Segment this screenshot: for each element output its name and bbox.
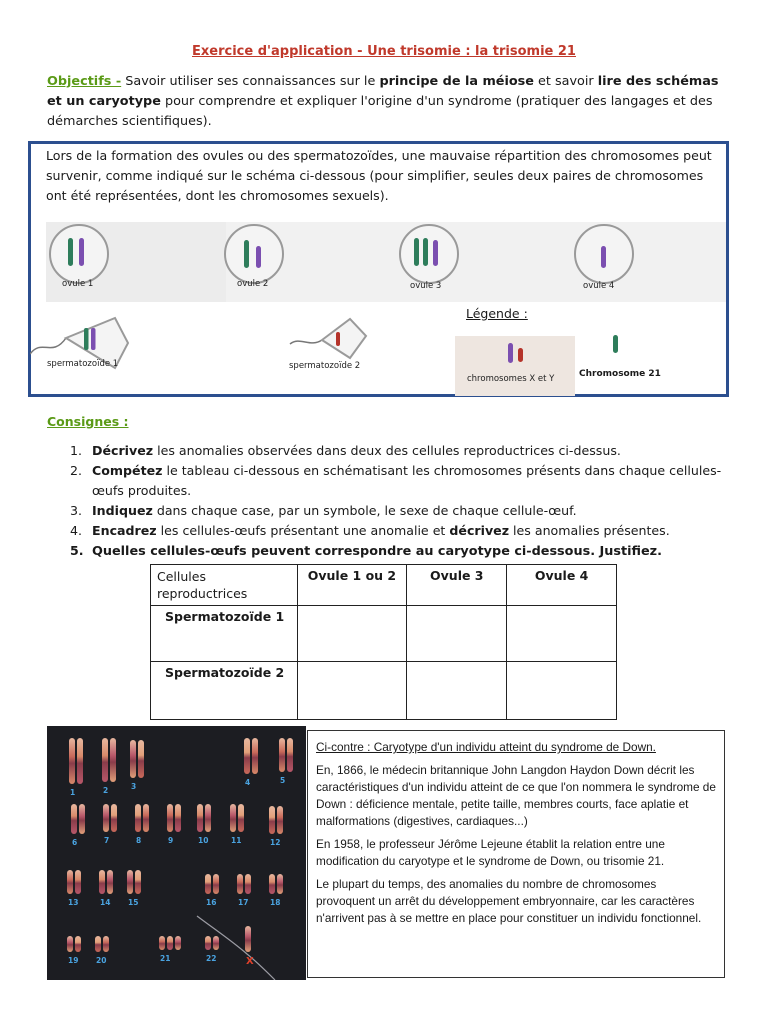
karyotype-number-label: 8 (136, 836, 142, 845)
consigne-item-2: 2. Compétez le tableau ci-dessous en schématisant les chromosomes présents dans chaque cellules-œufs produites. (70, 463, 722, 498)
karyotype-number-label: 21 (160, 954, 171, 963)
chromosome-7-copy-1 (103, 804, 109, 832)
objectifs-label: Objectifs - (47, 74, 122, 89)
chromosome-22-copy-2 (213, 936, 219, 950)
textbox-paragraph-1: En, 1866, le médecin britannique John Langdon Haydon Down décrit les caractéristiques d'un individu atteint de ce que l'on nommera le syndrome de Down : déficience mentale, petite taille, membres courts, face aplatie et malformations (digestives, cardiaques...) (316, 763, 716, 828)
ovule-2-label: ovule 2 (237, 279, 269, 289)
karyotype-number-label: 4 (245, 778, 251, 787)
chromosome-17-copy-1 (237, 874, 243, 894)
objectifs-paragraph (47, 72, 727, 132)
intro-text: Lors de la formation des ovules ou des spermatozoïdes, une mauvaise répartition des chromosomes peut survenir, comme indiqué sur le schéma ci-dessous (pour simplifier, seules deux paires de chromosomes ont été représentées, dont les chromosomes sexuels). (46, 148, 712, 203)
chromosome-1-copy-1 (69, 738, 75, 784)
table-col-header: Ovule 1 ou 2 (297, 565, 407, 606)
table-cell[interactable] (297, 606, 407, 662)
textbox-paragraph-2: En 1958, le professeur Jérôme Lejeune établit la relation entre une modification du caryotype et le syndrome de Down, ou trisomie 21. (316, 837, 665, 868)
chromosome-21-copy-1 (159, 936, 165, 950)
consignes-list (70, 441, 730, 562)
chromosome-7-copy-2 (111, 804, 117, 832)
ovule-4 (575, 225, 633, 283)
chromosome-19-copy-2 (75, 936, 81, 952)
table-cell[interactable] (507, 606, 617, 662)
karyotype-number-label: 5 (280, 776, 286, 785)
schema-diagram (30, 218, 730, 393)
karyotype-number-label: 22 (206, 954, 217, 963)
table-cell[interactable] (507, 662, 617, 720)
karyotype-number-label: 3 (131, 782, 137, 791)
legend-title: Légende : (466, 306, 528, 321)
chromosome-10-copy-2 (205, 804, 211, 832)
ovule-1 (50, 225, 108, 283)
chromosome-12-copy-2 (277, 806, 283, 834)
consigne-item-4: 4. Encadrez les cellules-œufs présentant une anomalie et décrivez les anomalies présentes. (70, 523, 670, 538)
page-title: Exercice d'application - Une trisomie : la trisomie 21 (192, 44, 576, 59)
chromosome-16-copy-2 (213, 874, 219, 894)
chromosome-5-copy-1 (279, 738, 285, 772)
answer-table (150, 564, 617, 720)
chromosome-13-copy-1 (67, 870, 73, 894)
karyotype-number-label: 9 (168, 836, 174, 845)
chromosome-9-copy-1 (167, 804, 173, 832)
textbox-heading: Ci-contre : Caryotype d'un individu atteint du syndrome de Down. (316, 740, 656, 754)
ovule-2 (225, 225, 283, 283)
chromosome-11-copy-2 (238, 804, 244, 832)
chromosome-14-copy-2 (107, 870, 113, 894)
chromosome-3-copy-2 (138, 740, 144, 778)
down-syndrome-textbox (307, 730, 725, 978)
table-corner: Cellules reproductrices (151, 565, 298, 606)
ovule-4-label: ovule 4 (583, 281, 615, 291)
ovule-3 (400, 225, 458, 283)
karyotype-number-label: 20 (96, 956, 107, 965)
spermatozoide-1-label: spermatozoïde 1 (47, 359, 119, 369)
chromosome-13-copy-2 (75, 870, 81, 894)
chromosome-1-copy-2 (77, 738, 83, 784)
karyotype-number-label: 15 (128, 898, 139, 907)
legend-xy-icon (455, 336, 575, 396)
chromosome-8-copy-2 (143, 804, 149, 832)
chromosome-15-copy-1 (127, 870, 133, 894)
legend-21-label: Chromosome 21 (579, 369, 661, 379)
table-row-header: Spermatozoïde 2 (151, 662, 298, 720)
consigne-item-5: 5. Quelles cellules-œufs peuvent correspondre au caryotype ci-dessous. Justifiez. (70, 543, 662, 559)
table-cell[interactable] (297, 662, 407, 720)
table-row-header: Spermatozoïde 1 (151, 606, 298, 662)
chromosome-9-copy-2 (175, 804, 181, 832)
objectifs-text-2: et savoir (533, 74, 598, 89)
karyotype-number-label: 18 (270, 898, 281, 907)
textbox-paragraph-3: Le plupart du temps, des anomalies du nombre de chromosomes provoquent un arrêt du développement embryonnaire, car les caractères n'arrivent pas à se mettre en place pour constituer un individu fonctionnel. (316, 877, 702, 925)
chromosome-15-copy-2 (135, 870, 141, 894)
objectifs-bold-2: lire des schémas et un caryotype (47, 74, 719, 109)
objectifs-text-1: Savoir utiliser ses connaissances sur le (121, 74, 380, 89)
chromosome-22-copy-1 (205, 936, 211, 950)
karyotype-number-label: 16 (206, 898, 217, 907)
chromosome-4-copy-2 (252, 738, 258, 774)
legend-chromosome-21-swatch (613, 335, 618, 353)
chromosome-20-copy-2 (103, 936, 109, 952)
karyotype-number-label: 2 (103, 786, 109, 795)
consignes-heading: Consignes : (47, 414, 129, 429)
chromosome-6-copy-1 (71, 804, 77, 834)
karyotype-number-label: 14 (100, 898, 111, 907)
chromosome-6-copy-2 (79, 804, 85, 834)
chromosome-17-copy-2 (245, 874, 251, 894)
ovule-1-label: ovule 1 (62, 279, 94, 289)
chromosome-21-copy-2 (167, 936, 173, 950)
objectifs-bold-1: principe de la méiose (379, 74, 534, 89)
chromosome-12-copy-1 (269, 806, 275, 834)
karyotype-number-label: 12 (270, 838, 281, 847)
table-cell[interactable] (407, 662, 507, 720)
chromosome-16-copy-1 (205, 874, 211, 894)
karyotype-number-label: 7 (104, 836, 110, 845)
table-col-header: Ovule 4 (507, 565, 617, 606)
ovule-3-label: ovule 3 (410, 281, 442, 291)
karyotype-number-label: 13 (68, 898, 79, 907)
chromosome-21-copy-3 (175, 936, 181, 950)
karyotype-number-label: 17 (238, 898, 249, 907)
legend-xy-box (455, 336, 575, 396)
objectifs-text-3: pour comprendre et expliquer l'origine d'un syndrome (pratiquer des langages et des démarches scientifiques). (47, 94, 713, 129)
karyotype-number-label: 11 (231, 836, 242, 845)
chromosome-18-copy-1 (269, 874, 275, 894)
consigne-item-1: 1. Décrivez les anomalies observées dans deux des cellules reproductrices ci-dessus. (70, 443, 621, 458)
table-col-header: Ovule 3 (407, 565, 507, 606)
consigne-item-3: 3. Indiquez dans chaque case, par un symbole, le sexe de chaque cellule-œuf. (70, 503, 577, 518)
karyotype-number-label: X (246, 956, 254, 967)
spermatozoide-2 (290, 319, 366, 358)
chromosome-4-copy-1 (244, 738, 250, 774)
chromosome-2-copy-2 (110, 738, 116, 782)
karyotype-number-label: 6 (72, 838, 78, 847)
karyotype-number-label: 19 (68, 956, 79, 965)
legend-xy-label: chromosomes X et Y (467, 374, 555, 384)
chromosome-19-copy-1 (67, 936, 73, 952)
chromosome-X-copy-1 (245, 926, 251, 952)
chromosome-20-copy-1 (95, 936, 101, 952)
karyotype-number-label: 1 (70, 788, 76, 797)
chromosome-5-copy-2 (287, 738, 293, 772)
chromosome-18-copy-2 (277, 874, 283, 894)
table-cell[interactable] (407, 606, 507, 662)
chromosome-10-copy-1 (197, 804, 203, 832)
karyotype-image (47, 726, 306, 980)
chromosome-8-copy-1 (135, 804, 141, 832)
spermatozoide-2-label: spermatozoïde 2 (289, 361, 361, 371)
chromosome-14-copy-1 (99, 870, 105, 894)
chromosome-11-copy-1 (230, 804, 236, 832)
karyotype-number-label: 10 (198, 836, 209, 845)
chromosome-3-copy-1 (130, 740, 136, 778)
chromosome-2-copy-1 (102, 738, 108, 782)
